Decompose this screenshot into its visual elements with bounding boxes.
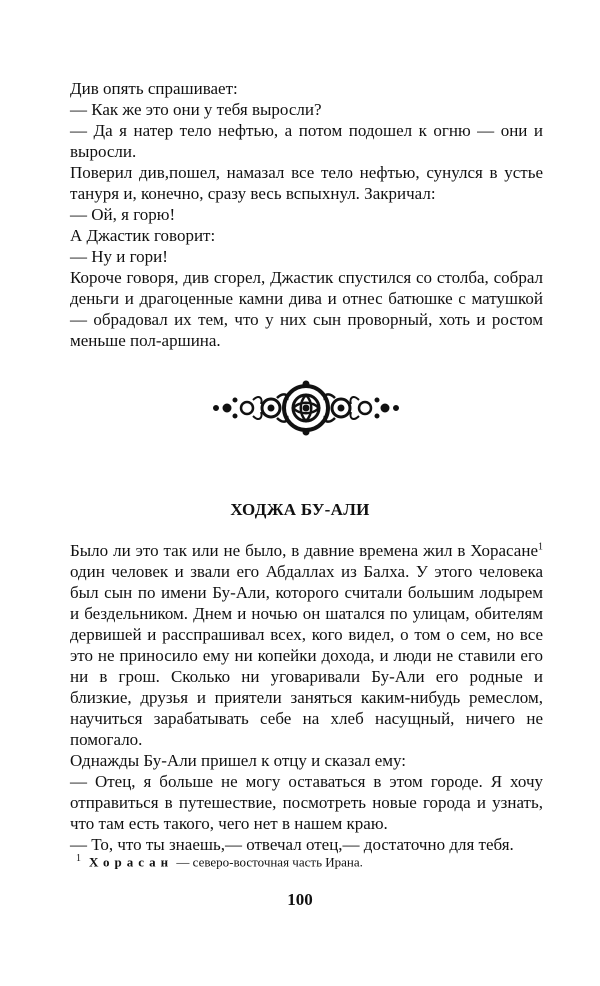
story-title: ХОДЖА БУ-АЛИ <box>230 500 370 519</box>
paragraph: Поверил див,пошел, намазал все тело нефтью, сунулся в устье тануря и, конечно, сразу весь вспыхнул. Закричал: <box>70 163 543 203</box>
text-block-story-start <box>70 540 543 855</box>
paragraph: — Ой, я горю! <box>70 205 176 224</box>
footnote-mark: 1 <box>76 853 81 864</box>
paragraph: Однажды Бу-Али пришел к отцу и сказал ему: <box>70 751 407 770</box>
paragraph: Короче говоря, див сгорел, Джастик спустился со столба, собрал деньги и драгоценные камни дива и отнес батюшке с матушкой — обрадовал их тем, что у них сын проворный, хоть и ростом меньше пол-аршина. <box>70 268 543 350</box>
paragraph: А Джастик говорит: <box>70 226 216 245</box>
paragraph: — Как же это они у тебя выросли? <box>70 100 322 119</box>
text-block-story-end <box>70 78 543 351</box>
paragraph <box>70 540 543 750</box>
paragraph: — Да я натер тело нефтью, а потом подошел к огню — они и выросли. <box>70 121 543 161</box>
decorative-ornament-icon <box>211 378 401 438</box>
paragraph-text: Было ли это так или не было, в давние времена жил в Хорасане <box>70 541 538 560</box>
paragraph: Див опять спрашивает: <box>70 79 238 98</box>
footnote-term: Хорасан <box>89 854 174 870</box>
paragraph: — Отец, я больше не могу оставаться в этом городе. Я хочу отправиться в путешествие, посмотреть новые города и узнать, что там есть такого, чего нет в нашем краю. <box>70 772 543 833</box>
paragraph: — То, что ты знаешь,— отвечал отец,— достаточно для тебя. <box>70 835 514 854</box>
paragraph-text: один человек и звали его Абдаллах из Балха. У этого человека был сын по имени Бу-Али, которого считали большим лодырем и бездельником. Днем и ночью он шатался по улицам, обителям дервишей и расспрашивал всех, кого видел, о том о сем, но все это не приносило ему ни копейки дохода, и люди не ставили его ни в грош. Сколько ни уговаривали Бу-Али его родные и близкие, друзья и приятели заняться каким-нибудь ремеслом, научиться зарабатывать себе на хлеб насущный, ничего не помогало. <box>70 562 543 749</box>
paragraph: — Ну и гори! <box>70 247 168 266</box>
footnote-text: — северо-восточная часть Ирана. <box>173 854 363 870</box>
footnote <box>76 851 536 870</box>
page-number: 100 <box>287 890 313 909</box>
footnote-reference: 1 <box>538 541 543 553</box>
